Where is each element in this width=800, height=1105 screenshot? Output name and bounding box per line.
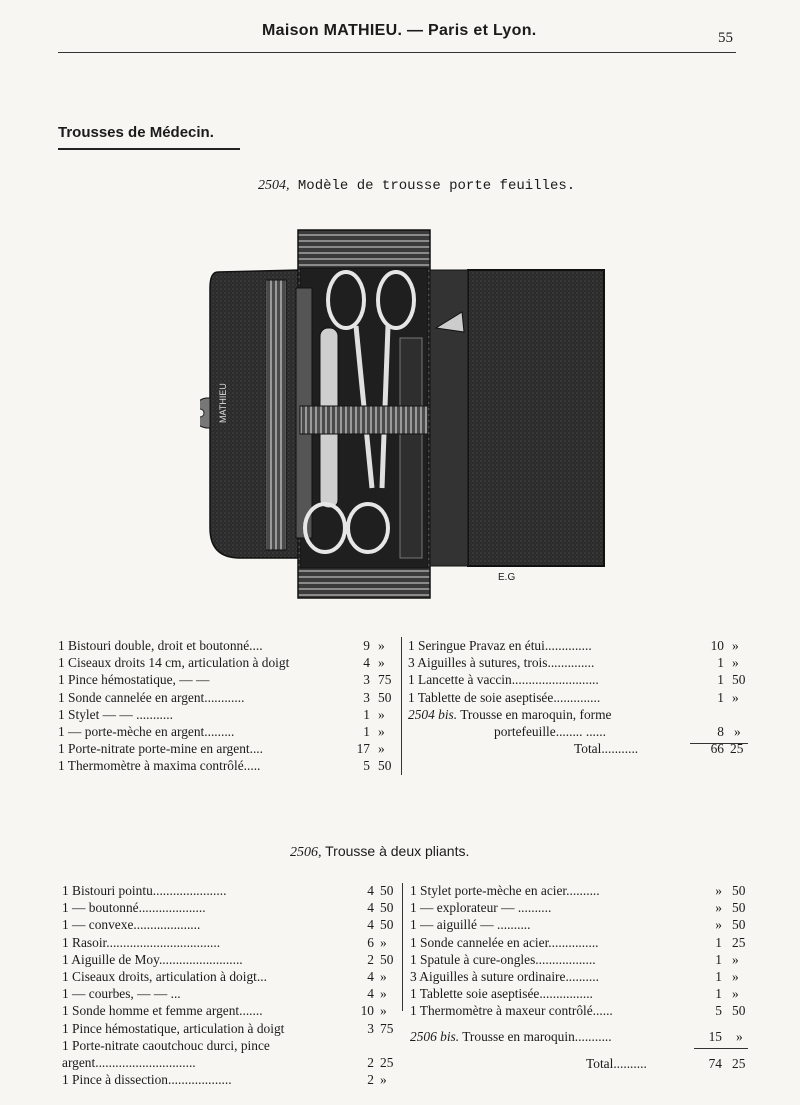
section-title-underline <box>58 148 240 150</box>
total-rule <box>690 743 748 744</box>
item-description: 1 Sonde cannelée en argent............ <box>58 689 245 705</box>
list-item <box>408 689 748 706</box>
price-francs: 1 <box>363 723 370 739</box>
price-francs: 1 <box>715 986 722 1002</box>
list-item <box>58 740 403 757</box>
price-centimes: 50 <box>378 758 392 774</box>
list-item <box>62 952 407 969</box>
price-francs: 15 <box>708 1028 722 1044</box>
list-item <box>408 637 748 654</box>
item-description: 1 Pince hémostatique, — — <box>58 672 210 688</box>
list-item <box>58 689 403 706</box>
price-centimes: 50 <box>380 883 394 898</box>
price-francs: 4 <box>367 986 374 1002</box>
product-2506-left-list <box>62 883 407 1089</box>
item-description: 1 Stylet — — ........... <box>58 706 173 722</box>
item-description: 1 Stylet porte-mèche en acier.......... <box>410 883 600 898</box>
list-item <box>58 654 403 671</box>
list-item <box>62 935 407 952</box>
column-divider <box>401 637 402 775</box>
total-francs: 74 <box>708 1055 722 1071</box>
price-centimes: 50 <box>732 883 746 898</box>
total-centimes: 25 <box>730 741 744 757</box>
engraver-signature: E.G <box>498 572 516 583</box>
column-divider <box>402 883 403 1011</box>
item-description: 1 Sonde homme et femme argent....... <box>62 1003 263 1019</box>
bis-number: 2504 bis. <box>408 706 458 722</box>
price-centimes: 50 <box>378 689 392 705</box>
price-centimes: » <box>378 706 385 722</box>
item-description: 1 Bistouri pointu...................... <box>62 883 227 898</box>
bis-text: Trousse en maroquin, forme <box>460 706 612 722</box>
product-2504-caption <box>258 178 575 194</box>
price-centimes: » <box>380 968 387 984</box>
item-description: 3 Aiguilles à sutures, trois.............. <box>408 655 595 671</box>
item-description: 1 — courbes, — — ... <box>62 986 181 1002</box>
header-rule <box>58 52 736 53</box>
item-description: 1 Pince à dissection................... <box>62 1072 232 1088</box>
price-centimes: » <box>732 689 739 705</box>
price-centimes: 50 <box>732 672 746 688</box>
price-francs: 1 <box>715 934 722 950</box>
price-francs: » <box>715 917 722 933</box>
product-2506-number: 2506, <box>290 845 322 860</box>
product-2506-caption <box>290 843 469 861</box>
product-2504-right-list <box>408 637 748 757</box>
item-description: argent.............................. <box>62 1054 196 1070</box>
item-description: 1 — aiguillé — .......... <box>410 917 531 933</box>
total-label: Total........... <box>574 741 639 757</box>
price-francs: 4 <box>367 917 374 933</box>
price-francs: 3 <box>363 672 370 688</box>
product-2504-title: Modèle de trousse porte feuilles. <box>297 178 576 194</box>
price-francs: 10 <box>710 638 724 653</box>
item-description: 1 Ciseaux droits, articulation à doigt... <box>62 968 267 984</box>
total-label: Total.......... <box>586 1055 647 1071</box>
item-description: 1 Ciseaux droits 14 cm, articulation à doigt <box>58 655 290 671</box>
list-item <box>408 723 748 740</box>
price-francs: 4 <box>367 883 374 898</box>
price-francs: 5 <box>715 1003 722 1019</box>
price-francs: » <box>715 900 722 916</box>
price-centimes: » <box>732 638 739 653</box>
price-francs: 1 <box>363 706 370 722</box>
price-centimes: 50 <box>380 951 394 967</box>
list-item <box>62 900 407 917</box>
total-francs: 66 <box>710 741 724 757</box>
price-francs: 10 <box>360 1003 374 1019</box>
item-description: 3 Aiguilles à suture ordinaire.......... <box>410 968 599 984</box>
list-item <box>58 671 403 688</box>
list-item <box>410 917 750 934</box>
total-centimes: 25 <box>732 1055 746 1071</box>
item-description: 1 Lancette à vaccin.......................... <box>408 672 599 688</box>
list-item <box>410 900 750 917</box>
instrument-case-illustration <box>200 228 610 600</box>
price-francs: 1 <box>717 689 724 705</box>
item-description: 1 Seringue Pravaz en étui.............. <box>408 638 592 653</box>
item-description: 1 Tablette soie aseptisée................ <box>410 986 593 1002</box>
item-description: 1 — boutonné.................... <box>62 900 206 916</box>
price-centimes: » <box>732 986 739 1002</box>
page-header <box>0 18 800 58</box>
list-item <box>408 654 748 671</box>
item-description: 1 Rasoir.................................. <box>62 934 221 950</box>
price-centimes: 50 <box>732 1003 746 1019</box>
price-francs: 3 <box>367 1020 374 1036</box>
price-francs: 1 <box>717 655 724 671</box>
item-description: 1 — porte-mèche en argent......... <box>58 723 235 739</box>
price-francs: 4 <box>367 968 374 984</box>
item-description: 1 Tablette de soie aseptisée.............. <box>408 689 601 705</box>
price-centimes: » <box>378 741 385 757</box>
price-centimes: » <box>380 1003 387 1019</box>
list-item <box>62 1038 407 1055</box>
price-centimes: » <box>736 1028 743 1044</box>
price-centimes: » <box>732 968 739 984</box>
list-item <box>410 1029 750 1046</box>
list-item <box>408 671 748 688</box>
list-item <box>408 706 748 723</box>
item-description: 1 Spatule à cure-ongles.................. <box>410 951 596 967</box>
product-2504-left-list <box>58 637 403 775</box>
item-description: 1 Thermomètre à maxeur contrôlé...... <box>410 1003 613 1019</box>
price-francs: 4 <box>363 655 370 671</box>
list-item <box>62 969 407 986</box>
price-francs: 6 <box>367 934 374 950</box>
list-item <box>58 723 403 740</box>
list-item <box>62 1055 407 1072</box>
price-centimes: » <box>732 951 739 967</box>
list-item <box>62 1072 407 1089</box>
list-item <box>410 986 750 1003</box>
price-centimes: » <box>380 934 387 950</box>
list-item <box>62 883 407 900</box>
product-2504-number: 2504, <box>258 178 290 193</box>
item-description: 1 — explorateur — .......... <box>410 900 552 916</box>
price-francs: 1 <box>715 968 722 984</box>
price-centimes: 25 <box>380 1054 394 1070</box>
list-item <box>62 917 407 934</box>
list-item <box>58 637 403 654</box>
price-francs: 2 <box>367 1054 374 1070</box>
price-francs: » <box>715 883 722 898</box>
price-centimes: 50 <box>732 900 746 916</box>
total-row <box>410 1056 750 1073</box>
price-francs: 2 <box>367 1072 374 1088</box>
item-description: 1 Porte-nitrate caoutchouc durci, pince <box>62 1037 270 1053</box>
header-title: Maison MATHIEU. — Paris et Lyon. <box>262 22 537 39</box>
product-2506-right-list <box>410 883 750 1073</box>
price-centimes: » <box>378 638 385 653</box>
price-francs: 2 <box>367 951 374 967</box>
item-description: 1 — convexe.................... <box>62 917 201 933</box>
item-description: 1 Porte-nitrate porte-mine en argent.... <box>58 741 264 757</box>
item-description: 1 Bistouri double, droit et boutonné.... <box>58 638 263 653</box>
item-description: 1 Pince hémostatique, articulation à doigt <box>62 1020 285 1036</box>
bis-text-cont: portefeuille........ ...... <box>494 723 606 739</box>
price-francs: 1 <box>717 672 724 688</box>
item-description: 1 Sonde cannelée en acier............... <box>410 934 599 950</box>
price-centimes: » <box>380 1072 387 1088</box>
price-francs: 1 <box>715 951 722 967</box>
price-francs: 9 <box>363 638 370 653</box>
price-centimes: 75 <box>380 1020 394 1036</box>
list-item <box>58 757 403 774</box>
list-item <box>62 1003 407 1020</box>
price-centimes: » <box>380 986 387 1002</box>
bis-number: 2506 bis. <box>410 1028 460 1044</box>
bis-text: Trousse en maroquin........... <box>462 1028 612 1044</box>
price-centimes: 25 <box>732 934 746 950</box>
price-francs: 17 <box>356 741 370 757</box>
list-item <box>410 1003 750 1020</box>
price-francs: 8 <box>717 723 724 739</box>
price-francs: 4 <box>367 900 374 916</box>
price-francs: 5 <box>363 758 370 774</box>
list-item <box>410 952 750 969</box>
list-item <box>410 969 750 986</box>
price-francs: 3 <box>363 689 370 705</box>
item-description: 1 Aiguille de Moy......................... <box>62 951 243 967</box>
list-item <box>410 935 750 952</box>
list-item <box>62 1021 407 1038</box>
list-item <box>62 986 407 1003</box>
price-centimes: » <box>734 723 741 739</box>
total-rule <box>694 1048 748 1049</box>
page-number: 55 <box>718 30 733 46</box>
price-centimes: 50 <box>380 917 394 933</box>
price-centimes: 50 <box>732 917 746 933</box>
case-stamp: MATHIEU <box>218 383 228 423</box>
item-description: 1 Thermomètre à maxima contrôlé..... <box>58 758 261 774</box>
price-centimes: 75 <box>378 672 392 688</box>
section-title: Trousses de Médecin. <box>58 124 214 141</box>
list-item <box>58 706 403 723</box>
product-2506-title: Trousse à deux pliants. <box>325 843 470 859</box>
price-centimes: » <box>378 723 385 739</box>
list-item <box>410 883 750 900</box>
price-centimes: » <box>732 655 739 671</box>
price-centimes: 50 <box>380 900 394 916</box>
price-centimes: » <box>378 655 385 671</box>
